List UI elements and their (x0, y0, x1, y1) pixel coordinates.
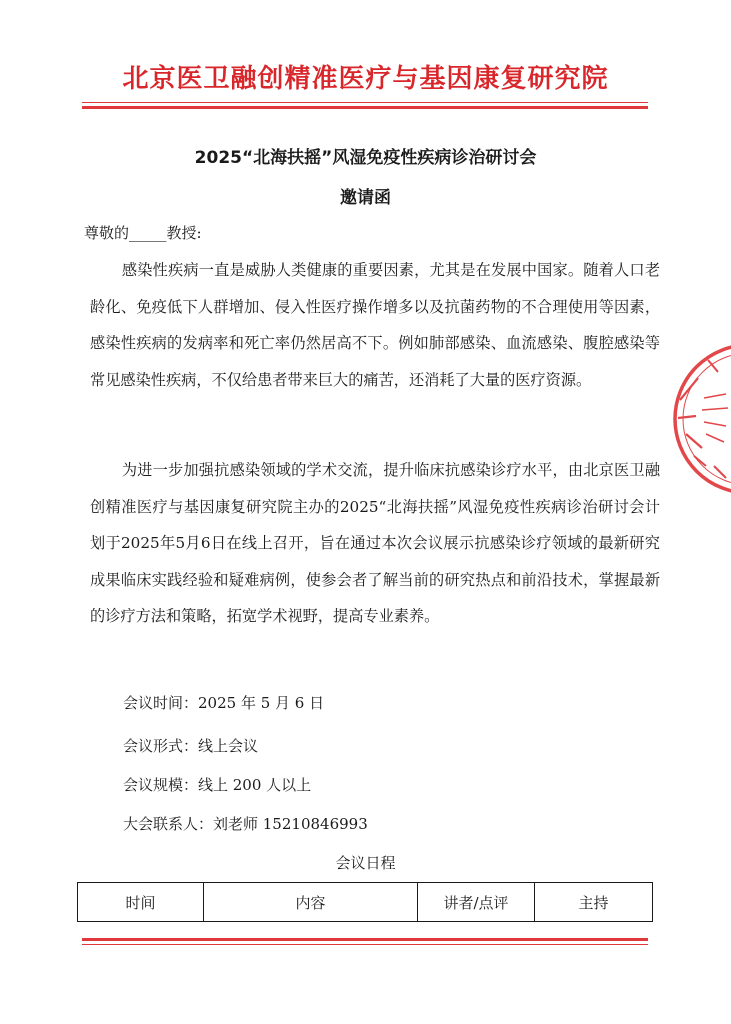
schedule-header-content: 内容 (204, 883, 418, 922)
organization-title: 北京医卫融创精准医疗与基因康复研究院 (122, 64, 609, 94)
schedule-header-time: 时间 (78, 883, 204, 922)
paragraph-purpose: 为进一步加强抗感染领域的学术交流，提升临床抗感染诊疗水平，由北京医卫融创精准医疗与基因康复研究院主办的2025“北海扶摇”风湿免疫性疾病诊治研讨会计划于2025年5月6日在线上召开，旨在通过本次会议展示抗感染诊疗领域的最新研究成果临床实践经验和疑难病例，使参会者了解当前的研究热点和前沿技术，掌握最新的诊疗方法和策略，拓宽学术视野，提高专业素养。 (90, 461, 660, 625)
header-rule-thin (82, 102, 648, 103)
paragraph-background: 感染性疾病一直是威胁人类健康的重要因素，尤其是在发展中国家。随着人口老龄化、免疫低下人群增加、侵入性医疗操作增多以及抗菌药物的不合理使用等因素，感染性疾病的发病率和死亡率仍然居高不下。例如肺部感染、血流感染、腹腔感染等常见感染性疾病，不仅给患者带来巨大的痛苦，还消耗了大量的医疗资源。 (90, 261, 660, 389)
footer-rule-thin (82, 944, 648, 945)
schedule-header-speaker: 讲者/点评 (418, 883, 535, 922)
meeting-time: 会议时间：2025 年 5 月 6 日 (123, 694, 325, 712)
letter-title: 邀请函 (340, 188, 391, 208)
conference-title: 2025“北海扶摇”风湿免疫性疾病诊治研讨会 (194, 148, 537, 168)
salutation: 尊敬的_____教授: (84, 224, 202, 242)
schedule-header-row (78, 883, 653, 922)
official-seal-stamp (668, 338, 731, 500)
header-rule-thick (82, 106, 648, 109)
meeting-scale: 会议规模：线上 200 人以上 (123, 776, 312, 794)
meeting-contact: 大会联系人：刘老师 15210846993 (123, 815, 368, 833)
schedule-title: 会议日程 (335, 854, 396, 872)
schedule-header-host: 主持 (535, 883, 653, 922)
footer-rule-thick (82, 938, 648, 941)
schedule-table (77, 882, 653, 922)
meeting-format: 会议形式：线上会议 (123, 737, 259, 755)
